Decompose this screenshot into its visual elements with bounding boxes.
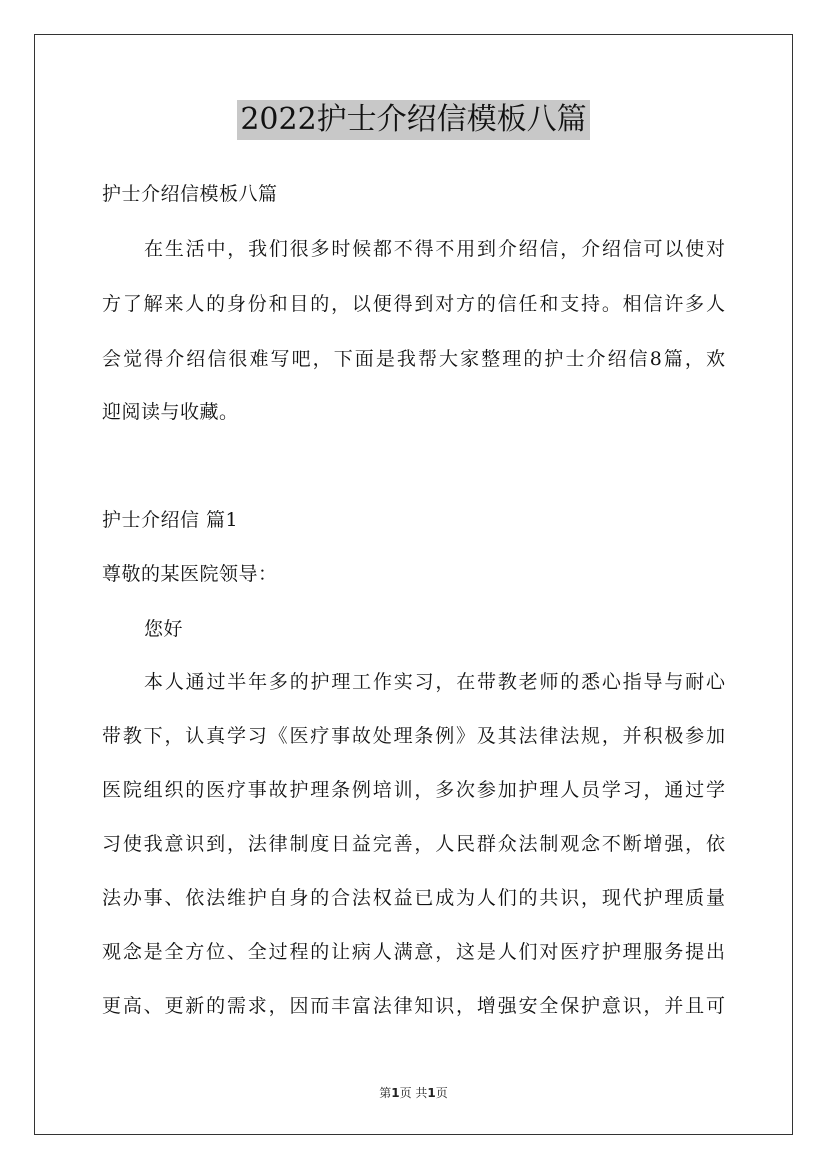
intro-line: 会觉得介绍信很难写吧，下面是我帮大家整理的护士介绍信8篇，欢 (102, 348, 725, 370)
intro-line: 迎阅读与收藏。 (102, 401, 239, 423)
body-line: 更高、更新的需求，因而丰富法律知识，增强安全保护意识，并且可 (102, 995, 725, 1017)
intro-line: 在生活中，我们很多时候都不得不用到介绍信，介绍信可以使对 (144, 238, 725, 260)
greeting: 您好 (144, 618, 184, 640)
document-subtitle: 护士介绍信模板八篇 (102, 183, 278, 205)
body-line: 习使我意识到，法律制度日益完善，人民群众法制观念不断增强，依 (102, 833, 725, 855)
section-heading: 护士介绍信 篇1 (102, 509, 239, 531)
footer-mid: 页 共 (399, 1086, 428, 1100)
footer-total-pages: 1 (427, 1086, 436, 1100)
body-line: 法办事、依法维护自身的合法权益已成为人们的共识，现代护理质量 (102, 887, 725, 909)
body-line: 带教下，认真学习《医疗事故处理条例》及其法律法规，并积极参加 (102, 725, 725, 747)
body-line: 本人通过半年多的护理工作实习，在带教老师的悉心指导与耐心 (144, 671, 725, 693)
title-container (0, 100, 827, 140)
footer-current-page: 1 (391, 1086, 400, 1100)
intro-line: 方了解来人的身份和目的，以便得到对方的信任和支持。相信许多人 (102, 293, 725, 315)
body-line: 医院组织的医疗事故护理条例培训，多次参加护理人员学习，通过学 (102, 779, 725, 801)
page-footer (0, 1084, 827, 1101)
footer-suffix: 页 (435, 1086, 448, 1100)
body-line: 观念是全方位、全过程的让病人满意，这是人们对医疗护理服务提出 (102, 941, 725, 963)
salutation: 尊敬的某医院领导： (102, 563, 278, 585)
document-title: 2022护士介绍信模板八篇 (237, 100, 589, 140)
footer-prefix: 第 (379, 1086, 392, 1100)
